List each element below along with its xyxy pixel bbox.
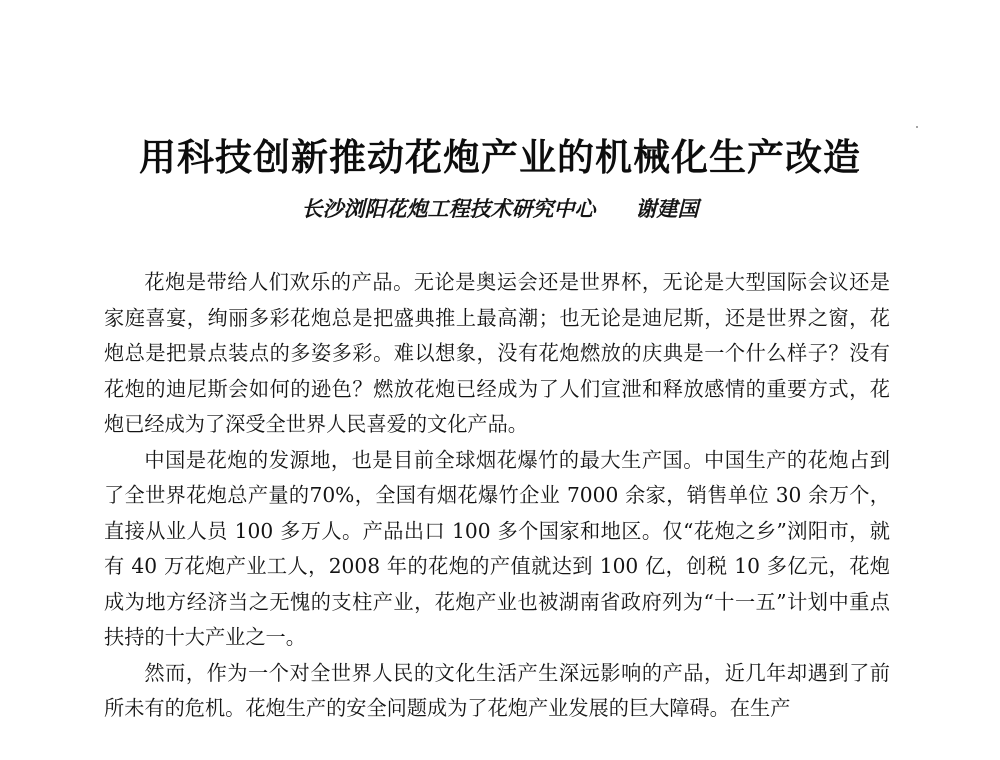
paragraph: 花炮是带给人们欢乐的产品。无论是奥运会还是世界杯，无论是大型国际会议还是家庭喜宴，绚丽多彩花炮总是把盛典推上最高潮；也无论是迪尼斯，还是世界之窗，花炮总是把景点装点的多姿多彩。难以想象，没有花炮燃放的庆典是一个什么样子？没有花炮的迪尼斯会如何的逊色？燃放花炮已经成为了人们宣泄和释放感情的重要方式，花炮已经成为了深受全世界人民喜爱的文化产品。 — [104, 270, 890, 436]
byline-author: 谢建国 — [635, 196, 699, 221]
paragraph: 中国是花炮的发源地，也是目前全球烟花爆竹的最大生产国。中国生产的花炮占到了全世界花炮总产量的70%，全国有烟花爆竹企业 7000 余家，销售单位 30 余万个，直接从业人员 100 多万人。产品出口 100 多个国家和地区。仅“花炮之乡”浏阳市，就有 40 万花炮产业工人，2008 年的花炮的产值就达到 100 亿，创税 10 多亿元，花炮成为地方经济当之无愧的支柱产业，花炮产业也被湖南省政府列为“十一五”计划中重点扶持的十大产业之一。 — [104, 447, 890, 649]
byline — [0, 194, 1000, 224]
document-body — [104, 265, 890, 727]
scan-speck — [916, 126, 918, 128]
paragraph: 然而，作为一个对全世界人民的文化生活产生深远影响的产品，近几年却遇到了前所未有的危机。花炮生产的安全问题成为了花炮产业发展的巨大障碍。在生产 — [104, 660, 890, 720]
byline-organization: 长沙浏阳花炮工程技术研究中心 — [301, 196, 596, 221]
document-title: 用科技创新推动花炮产业的机械化生产改造 — [139, 134, 861, 179]
